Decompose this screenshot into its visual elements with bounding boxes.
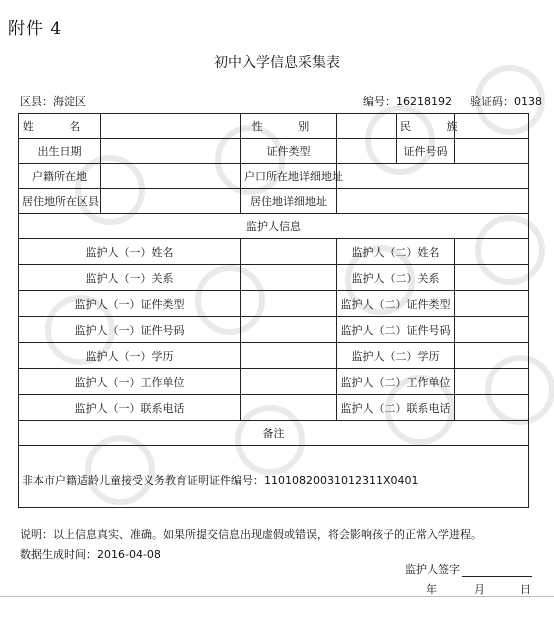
signature-line	[462, 565, 532, 577]
guardian-section-header: 监护人信息	[19, 214, 529, 239]
guardian1-idnumber-value	[241, 317, 337, 343]
guardian2-relation-value	[455, 265, 529, 291]
guardian1-name-label: 监护人（一）姓名	[19, 239, 241, 265]
guardian1-relation-value	[241, 265, 337, 291]
gender-value	[337, 114, 397, 139]
remark-text: 非本市户籍适龄儿童接受义务教育证明证件编号：11010820031012311X0401	[19, 446, 529, 508]
id-number-value	[455, 139, 529, 164]
birthdate-value	[101, 139, 241, 164]
signature-label: 监护人签字	[405, 563, 460, 576]
guardian2-workplace-label: 监护人（二）工作单位	[337, 369, 455, 395]
guardian1-name-value	[241, 239, 337, 265]
name-value	[101, 114, 241, 139]
birthdate-label: 出生日期	[19, 139, 101, 164]
name-label: 姓 名	[19, 114, 101, 139]
guardian2-idnumber-label: 监护人（二）证件号码	[337, 317, 455, 343]
id-number-label: 证件号码	[397, 139, 455, 164]
id-type-label: 证件类型	[241, 139, 337, 164]
serial-number: 编号：16218192	[363, 95, 452, 108]
ethnicity-label: 民 族	[397, 114, 455, 139]
attachment-label: 附件 4	[8, 19, 63, 39]
guardian1-education-label: 监护人（一）学历	[19, 343, 241, 369]
guardian-signature	[405, 561, 532, 577]
hukou-value	[101, 164, 241, 189]
guardian1-idtype-value	[241, 291, 337, 317]
residence-address-value	[337, 189, 529, 214]
guardian1-phone-label: 监护人（一）联系电话	[19, 395, 241, 421]
district: 区县：海淀区	[20, 95, 86, 108]
guardian2-phone-label: 监护人（二）联系电话	[337, 395, 455, 421]
residence-address-label: 居住地详细地址	[241, 189, 337, 214]
hukou-label: 户籍所在地	[19, 164, 101, 189]
guardian1-relation-label: 监护人（一）关系	[19, 265, 241, 291]
guardian2-idtype-value	[455, 291, 529, 317]
guardian1-workplace-label: 监护人（一）工作单位	[19, 369, 241, 395]
page-bottom-divider	[0, 596, 554, 597]
guardian1-idtype-label: 监护人（一）证件类型	[19, 291, 241, 317]
hukou-address-label: 户口所在地详细地址	[241, 164, 337, 189]
guardian1-idnumber-label: 监护人（一）证件号码	[19, 317, 241, 343]
date-month: 月	[474, 583, 485, 596]
guardian1-workplace-value	[241, 369, 337, 395]
verification-code: 验证码：0138	[470, 95, 542, 108]
guardian2-idnumber-value	[455, 317, 529, 343]
date-year: 年	[426, 583, 437, 596]
disclaimer-note: 说明：以上信息真实、准确。如果所提交信息出现虚假或错误，将会影响孩子的正常入学进程。	[20, 528, 482, 541]
generated-date: 数据生成时间：2016-04-08	[20, 548, 161, 561]
residence-district-value	[101, 189, 241, 214]
guardian2-relation-label: 监护人（二）关系	[337, 265, 455, 291]
guardian2-workplace-value	[455, 369, 529, 395]
date-day: 日	[520, 583, 531, 596]
remark-header: 备注	[19, 421, 529, 446]
gender-label: 性 别	[241, 114, 337, 139]
guardian1-phone-value	[241, 395, 337, 421]
guardian2-idtype-label: 监护人（二）证件类型	[337, 291, 455, 317]
guardian1-education-value	[241, 343, 337, 369]
guardian2-name-label: 监护人（二）姓名	[337, 239, 455, 265]
guardian2-name-value	[455, 239, 529, 265]
hukou-address-value	[337, 164, 529, 189]
page-title: 初中入学信息采集表	[214, 55, 340, 71]
guardian2-phone-value	[455, 395, 529, 421]
guardian2-education-label: 监护人（二）学历	[337, 343, 455, 369]
guardian2-education-value	[455, 343, 529, 369]
meta-right	[345, 93, 542, 109]
id-type-value	[337, 139, 397, 164]
info-form-table	[18, 113, 529, 508]
residence-district-label: 居住地所在区县	[19, 189, 101, 214]
